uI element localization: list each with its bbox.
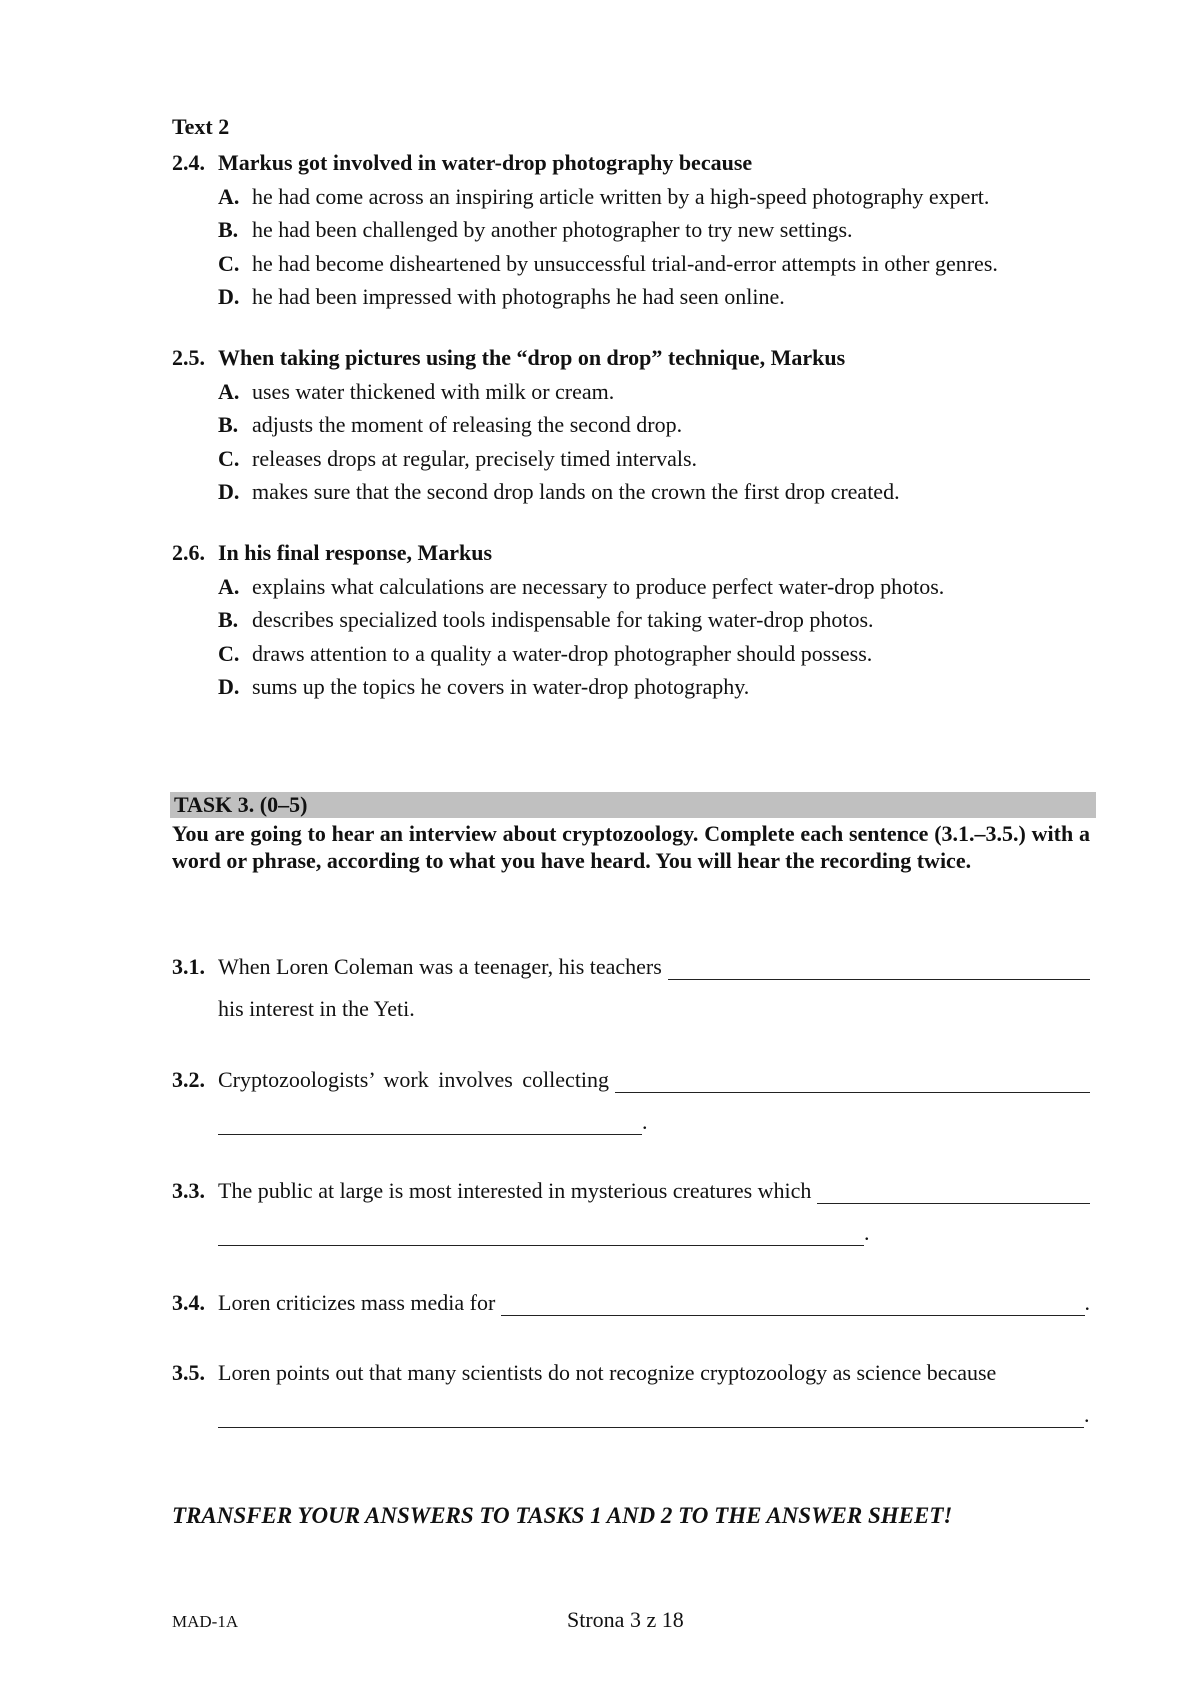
option-text: explains what calculations are necessary to produce perfect water-drop photos.	[252, 573, 945, 599]
question-stem: Markus got involved in water-drop photography because	[218, 150, 753, 175]
option-d	[172, 476, 1092, 510]
question-2-4	[172, 146, 1092, 314]
option-c	[172, 637, 1092, 671]
answer-blank[interactable]	[218, 1405, 1084, 1428]
option-text: he had been challenged by another photographer to try new settings.	[252, 217, 853, 243]
option-letter: B.	[218, 412, 239, 438]
exam-code: MAD-1A	[172, 1612, 239, 1631]
option-a	[172, 180, 1092, 214]
option-text: he had become disheartened by unsuccessful trial-and-error attempts in other genres.	[252, 250, 998, 276]
question-number: 2.4.	[172, 150, 205, 175]
option-text: releases drops at regular, precisely timed intervals.	[252, 445, 698, 471]
question-number: 2.5.	[172, 345, 205, 370]
question-2-6	[172, 536, 1092, 704]
option-letter: A.	[218, 573, 240, 599]
answer-blank[interactable]	[218, 1112, 642, 1135]
option-letter: D.	[218, 284, 240, 310]
option-text: sums up the topics he covers in water-drop photography.	[252, 674, 750, 700]
item-end: .	[1084, 1402, 1090, 1427]
item-number: 3.4.	[172, 1290, 205, 1315]
answer-blank[interactable]	[501, 1293, 1084, 1316]
item-number: 3.3.	[172, 1178, 205, 1203]
item-continuation: his interest in the Yeti.	[218, 996, 415, 1021]
section-title: Text 2	[172, 114, 230, 139]
item-text: Loren criticizes mass media for	[218, 1290, 496, 1315]
option-d	[172, 281, 1092, 315]
option-letter: B.	[218, 217, 239, 243]
option-c	[172, 247, 1092, 281]
option-text: uses water thickened with milk or cream.	[252, 378, 615, 404]
option-letter: C.	[218, 250, 240, 276]
fill-item-3-3	[172, 1174, 1090, 1246]
item-text: Loren points out that many scientists do not recognize cryptozoology as science because	[218, 1360, 997, 1385]
answer-blank[interactable]	[615, 1070, 1090, 1093]
option-text: adjusts the moment of releasing the second drop.	[252, 412, 683, 438]
option-letter: C.	[218, 640, 240, 666]
fill-item-3-2	[172, 1063, 1090, 1135]
option-a	[172, 570, 1092, 604]
answer-blank[interactable]	[668, 957, 1090, 980]
fill-item-3-5	[172, 1356, 1090, 1428]
task-header: TASK 3. (0–5)	[170, 792, 1096, 818]
item-text: Cryptozoologists’ work involves collecting	[218, 1067, 610, 1092]
option-letter: A.	[218, 183, 240, 209]
option-text: describes specialized tools indispensable for taking water-drop photos.	[252, 607, 874, 633]
page-number: Strona 3 z 18	[567, 1607, 684, 1632]
option-text: he had been impressed with photographs he had seen online.	[252, 284, 785, 310]
question-2-5	[172, 341, 1092, 509]
question-stem: When taking pictures using the “drop on drop” technique, Markus	[218, 345, 846, 370]
transfer-note: TRANSFER YOUR ANSWERS TO TASKS 1 AND 2 TO THE ANSWER SHEET!	[172, 1503, 953, 1528]
option-letter: C.	[218, 445, 240, 471]
answer-blank[interactable]	[817, 1181, 1090, 1204]
option-text: draws attention to a quality a water-drop photographer should possess.	[252, 640, 873, 666]
option-b	[172, 604, 1092, 638]
option-c	[172, 442, 1092, 476]
option-text: makes sure that the second drop lands on the crown the first drop created.	[252, 479, 900, 505]
option-letter: A.	[218, 378, 240, 404]
item-text: When Loren Coleman was a teenager, his teachers	[218, 954, 662, 979]
question-number: 2.6.	[172, 540, 205, 565]
item-number: 3.5.	[172, 1360, 205, 1385]
option-letter: D.	[218, 479, 240, 505]
item-number: 3.1.	[172, 954, 205, 979]
option-b	[172, 409, 1092, 443]
item-number: 3.2.	[172, 1067, 205, 1092]
item-text: The public at large is most interested in mysterious creatures which	[218, 1178, 812, 1203]
option-text: he had come across an inspiring article written by a high-speed photography expert.	[252, 183, 990, 209]
answer-blank[interactable]	[218, 1223, 864, 1246]
task-instructions: You are going to hear an interview about cryptozoology. Complete each sentence (3.1.–3.5.) with a word or phrase, according to what you have heard. You will hear the recording twice.	[172, 821, 1090, 873]
fill-item-3-1	[172, 950, 1090, 1022]
option-b	[172, 214, 1092, 248]
option-letter: B.	[218, 607, 239, 633]
option-d	[172, 671, 1092, 705]
fill-item-3-4	[172, 1286, 1090, 1316]
item-end: .	[1084, 1290, 1090, 1315]
option-letter: D.	[218, 674, 240, 700]
item-end: .	[642, 1109, 648, 1134]
option-a	[172, 375, 1092, 409]
question-stem: In his final response, Markus	[218, 540, 493, 565]
item-end: .	[864, 1220, 870, 1245]
